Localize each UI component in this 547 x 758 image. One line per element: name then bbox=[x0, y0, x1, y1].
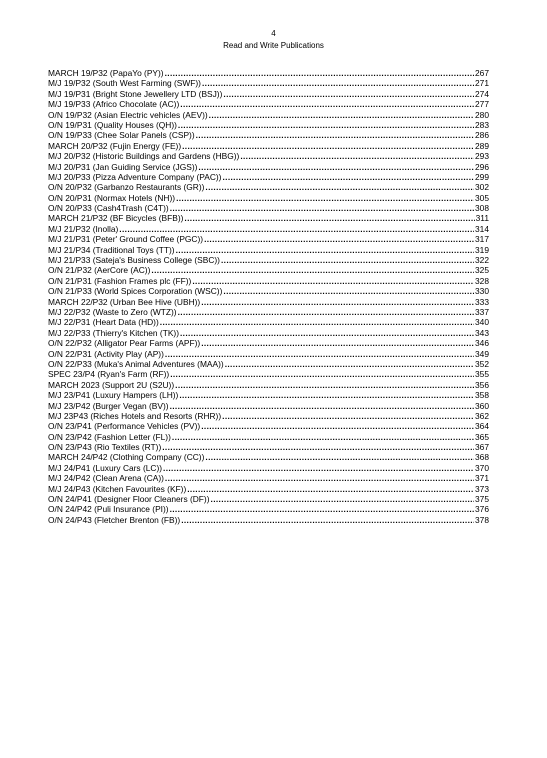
toc-dot-leader bbox=[222, 172, 474, 182]
toc-entry[interactable] bbox=[48, 265, 489, 275]
toc-entry[interactable] bbox=[48, 317, 489, 327]
toc-entry-page-number: 274 bbox=[475, 88, 489, 99]
toc-entry[interactable] bbox=[48, 99, 489, 109]
toc-entry-title: SPEC 23/P4 (Ryan's Farm (RF)) bbox=[48, 369, 170, 380]
toc-dot-leader bbox=[178, 307, 474, 317]
toc-entry-title: O/N 23/P41 (Performance Vehicles (PV)) bbox=[48, 421, 201, 432]
toc-entry-title: O/N 20/P31 (Normax Hotels (NH)) bbox=[48, 192, 176, 203]
toc-entry-page-number: 371 bbox=[475, 473, 489, 484]
toc-entry-title: MARCH 20/P32 (Fujin Energy (FE)) bbox=[48, 140, 182, 151]
toc-entry-title: M/J 20/P33 (Pizza Adventure Company (PAC)) bbox=[48, 171, 222, 182]
toc-dot-leader bbox=[176, 245, 474, 255]
toc-entry-page-number: 271 bbox=[475, 78, 489, 89]
toc-entry-title: MARCH 2023 (Support 2U (S2U)) bbox=[48, 379, 175, 390]
toc-entry[interactable] bbox=[48, 504, 489, 514]
toc-entry-page-number: 376 bbox=[475, 504, 489, 515]
toc-entry-title: O/N 21/P32 (AerCore (AC)) bbox=[48, 265, 151, 276]
toc-entry-page-number: 293 bbox=[475, 151, 489, 162]
toc-entry[interactable] bbox=[48, 172, 489, 182]
toc-entry[interactable] bbox=[48, 141, 489, 151]
toc-entry-title: O/N 21/P33 (World Spices Corporation (WSC)) bbox=[48, 286, 223, 297]
toc-entry-title: M/J 24/P43 (Kitchen Favourites (KF)) bbox=[48, 483, 187, 494]
toc-entry-title: O/N 19/P32 (Asian Electric vehicles (AEV)) bbox=[48, 109, 208, 120]
toc-entry-title: M/J 19/P32 (South West Farming (SWF)) bbox=[48, 78, 201, 89]
toc-entry-title: M/J 23P43 (Riches Hotels and Resorts (RHR)) bbox=[48, 410, 222, 421]
toc-entry-page-number: 289 bbox=[475, 140, 489, 151]
toc-entry-title: M/J 24/P42 (Clean Arena (CA)) bbox=[48, 473, 164, 484]
toc-entry[interactable] bbox=[48, 213, 489, 223]
toc-dot-leader bbox=[225, 359, 474, 369]
toc-entry-page-number: 346 bbox=[475, 338, 489, 349]
toc-entry-title: MARCH 24/P42 (Clothing Company (CC)) bbox=[48, 452, 205, 463]
toc-dot-leader bbox=[211, 494, 475, 504]
toc-entry-page-number: 299 bbox=[475, 171, 489, 182]
toc-entry-page-number: 370 bbox=[475, 462, 489, 473]
toc-entry[interactable] bbox=[48, 203, 489, 213]
toc-entry-page-number: 356 bbox=[475, 379, 489, 390]
toc-entry[interactable] bbox=[48, 328, 489, 338]
toc-entry[interactable] bbox=[48, 307, 489, 317]
toc-entry[interactable] bbox=[48, 245, 489, 255]
toc-entry-page-number: 317 bbox=[475, 234, 489, 245]
toc-entry[interactable] bbox=[48, 89, 489, 99]
toc-entry[interactable] bbox=[48, 182, 489, 192]
toc-dot-leader bbox=[165, 473, 474, 483]
toc-entry-page-number: 328 bbox=[475, 275, 489, 286]
toc-dot-leader bbox=[209, 110, 474, 120]
toc-entry[interactable] bbox=[48, 162, 489, 172]
toc-entry-page-number: 325 bbox=[475, 265, 489, 276]
toc-entry-title: O/N 24/P41 (Designer Floor Cleaners (DF)) bbox=[48, 494, 210, 505]
toc-entry[interactable] bbox=[48, 255, 489, 265]
toc-entry[interactable] bbox=[48, 78, 489, 88]
toc-dot-leader bbox=[198, 162, 474, 172]
toc-entry[interactable] bbox=[48, 390, 489, 400]
toc-dot-leader bbox=[179, 390, 474, 400]
toc-dot-leader bbox=[175, 380, 474, 390]
toc-entry-title: O/N 22/P33 (Muka's Animal Adventures (MAA)) bbox=[48, 358, 224, 369]
toc-entry-title: M/J 24/P41 (Luxury Cars (LC)) bbox=[48, 462, 163, 473]
publisher-name: Read and Write Publications bbox=[223, 41, 324, 50]
toc-entry-title: O/N 19/P31 (Quality Houses (QH)) bbox=[48, 119, 177, 130]
toc-dot-leader bbox=[204, 234, 474, 244]
toc-entry[interactable] bbox=[48, 276, 489, 286]
toc-entry[interactable] bbox=[48, 110, 489, 120]
toc-entry[interactable] bbox=[48, 359, 489, 369]
toc-entry[interactable] bbox=[48, 286, 489, 296]
toc-dot-leader bbox=[176, 193, 474, 203]
toc-entry-page-number: 362 bbox=[475, 410, 489, 421]
toc-entry-page-number: 340 bbox=[475, 317, 489, 328]
toc-dot-leader bbox=[202, 78, 474, 88]
toc-dot-leader bbox=[160, 317, 474, 327]
toc-dot-leader bbox=[223, 89, 474, 99]
toc-entry-page-number: 367 bbox=[475, 442, 489, 453]
toc-entry[interactable] bbox=[48, 151, 489, 161]
toc-entry-page-number: 330 bbox=[475, 286, 489, 297]
toc-dot-leader bbox=[119, 224, 474, 234]
toc-entry-page-number: 302 bbox=[475, 182, 489, 193]
toc-entry-page-number: 360 bbox=[475, 400, 489, 411]
toc-dot-leader bbox=[223, 286, 474, 296]
toc-dot-leader bbox=[205, 182, 474, 192]
toc-entry-page-number: 352 bbox=[475, 358, 489, 369]
toc-entry[interactable] bbox=[48, 494, 489, 504]
toc-dot-leader bbox=[192, 276, 474, 286]
toc-entry-title: M/J 20/P32 (Historic Buildings and Gardens (HBG)) bbox=[48, 151, 240, 162]
toc-entry[interactable] bbox=[48, 338, 489, 348]
toc-entry[interactable] bbox=[48, 484, 489, 494]
toc-entry-page-number: 280 bbox=[475, 109, 489, 120]
toc-entry[interactable] bbox=[48, 369, 489, 379]
toc-dot-leader bbox=[170, 203, 474, 213]
toc-entry-page-number: 333 bbox=[475, 296, 489, 307]
toc-dot-leader bbox=[196, 130, 474, 140]
toc-entry[interactable] bbox=[48, 432, 489, 442]
toc-entry-page-number: 365 bbox=[475, 431, 489, 442]
toc-entry-title: M/J 22/P32 (Waste to Zero (WTZ)) bbox=[48, 306, 177, 317]
toc-dot-leader bbox=[181, 515, 474, 525]
toc-entry[interactable] bbox=[48, 421, 489, 431]
toc-entry-page-number: 368 bbox=[475, 452, 489, 463]
toc-entry-title: M/J 23/P42 (Burger Vegan (BV)) bbox=[48, 400, 169, 411]
toc-entry-title: O/N 20/P32 (Garbanzo Restaurants (GR)) bbox=[48, 182, 205, 193]
toc-dot-leader bbox=[221, 255, 474, 265]
toc-entry-page-number: 283 bbox=[475, 119, 489, 130]
toc-entry-page-number: 308 bbox=[475, 203, 489, 214]
toc-entry-title: M/J 22/P33 (Thierry's Kitchen (TK)) bbox=[48, 327, 179, 338]
toc-entry-page-number: 267 bbox=[475, 68, 489, 78]
toc-entry-title: O/N 21/P31 (Fashion Frames plc (FF)) bbox=[48, 275, 192, 286]
toc-entry-title: M/J 21/P31 (Peter' Ground Coffee (PGC)) bbox=[48, 234, 204, 245]
toc-entry-title: O/N 22/P32 (Alligator Pear Farms (APF)) bbox=[48, 338, 201, 349]
toc-dot-leader bbox=[187, 484, 474, 494]
toc-dot-leader bbox=[178, 120, 474, 130]
toc-entry[interactable] bbox=[48, 411, 489, 421]
toc-entry-title: MARCH 21/P32 (BF Bicycles (BFB)) bbox=[48, 213, 184, 224]
toc-entry-page-number: 319 bbox=[475, 244, 489, 255]
table-of-contents bbox=[48, 68, 489, 525]
toc-entry-title: M/J 21/P34 (Traditional Toys (TT)) bbox=[48, 244, 175, 255]
toc-entry[interactable] bbox=[48, 515, 489, 525]
toc-entry-title: MARCH 19/P32 (PapaYo (PY)) bbox=[48, 68, 164, 78]
toc-entry-page-number: 373 bbox=[475, 483, 489, 494]
toc-entry-title: M/J 19/P33 (Africo Chocolate (AC)) bbox=[48, 99, 180, 110]
toc-entry-title: O/N 23/P43 (Rio Textiles (RT)) bbox=[48, 442, 162, 453]
toc-entry[interactable] bbox=[48, 463, 489, 473]
toc-entry-page-number: 355 bbox=[475, 369, 489, 380]
toc-entry[interactable] bbox=[48, 442, 489, 452]
toc-entry[interactable] bbox=[48, 224, 489, 234]
toc-entry-page-number: 296 bbox=[475, 161, 489, 172]
toc-entry[interactable] bbox=[48, 349, 489, 359]
toc-dot-leader bbox=[162, 442, 474, 452]
toc-dot-leader bbox=[163, 463, 474, 473]
toc-entry[interactable] bbox=[48, 297, 489, 307]
toc-entry[interactable] bbox=[48, 452, 489, 462]
toc-entry-title: O/N 20/P33 (Cash4Trash (C4T)) bbox=[48, 203, 169, 214]
toc-entry[interactable] bbox=[48, 401, 489, 411]
toc-dot-leader bbox=[201, 421, 474, 431]
toc-entry-title: O/N 24/P43 (Fletcher Brenton (FB)) bbox=[48, 514, 181, 525]
toc-entry[interactable] bbox=[48, 130, 489, 140]
toc-entry-title: O/N 22/P31 (Activity Play (AP)) bbox=[48, 348, 164, 359]
toc-entry-page-number: 364 bbox=[475, 421, 489, 432]
toc-entry[interactable] bbox=[48, 193, 489, 203]
toc-entry-page-number: 305 bbox=[475, 192, 489, 203]
toc-entry[interactable] bbox=[48, 473, 489, 483]
toc-entry-title: M/J 21/P33 (Sateja's Business College (SBC)) bbox=[48, 255, 220, 266]
toc-dot-leader bbox=[222, 411, 474, 421]
toc-dot-leader bbox=[165, 68, 474, 78]
toc-entry-title: M/J 19/P31 (Bright Stone Jewellery LTD (BSJ)) bbox=[48, 88, 223, 99]
toc-entry-page-number: 311 bbox=[475, 213, 489, 224]
toc-dot-leader bbox=[182, 141, 474, 151]
toc-dot-leader bbox=[151, 265, 474, 275]
toc-dot-leader bbox=[184, 213, 474, 223]
toc-entry-page-number: 343 bbox=[475, 327, 489, 338]
toc-entry-title: MARCH 22/P32 (Urban Bee Hive (UBH)) bbox=[48, 296, 201, 307]
toc-entry-page-number: 375 bbox=[475, 494, 489, 505]
toc-entry-title: O/N 24/P42 (Puli Insurance (PI)) bbox=[48, 504, 169, 515]
toc-entry-page-number: 314 bbox=[475, 223, 489, 234]
toc-dot-leader bbox=[180, 99, 474, 109]
toc-entry[interactable] bbox=[48, 120, 489, 130]
toc-dot-leader bbox=[201, 297, 474, 307]
toc-entry-title: M/J 20/P31 (Jan Guiding Service (JGS)) bbox=[48, 161, 198, 172]
toc-entry[interactable] bbox=[48, 68, 489, 78]
toc-entry-page-number: 378 bbox=[475, 514, 489, 525]
toc-entry-page-number: 358 bbox=[475, 390, 489, 401]
toc-dot-leader bbox=[240, 151, 474, 161]
toc-entry-title: O/N 19/P33 (Chee Solar Panels (CSP)) bbox=[48, 130, 195, 141]
toc-entry-title: O/N 23/P42 (Fashion Letter (FL)) bbox=[48, 431, 171, 442]
toc-entry[interactable] bbox=[48, 234, 489, 244]
toc-entry-title: M/J 21/P32 (Inolla) bbox=[48, 223, 119, 234]
toc-entry-page-number: 337 bbox=[475, 306, 489, 317]
toc-entry-page-number: 286 bbox=[475, 130, 489, 141]
page-number: 4 bbox=[271, 29, 276, 38]
toc-dot-leader bbox=[170, 369, 474, 379]
toc-entry-title: M/J 23/P41 (Luxury Hampers (LH)) bbox=[48, 390, 179, 401]
toc-dot-leader bbox=[205, 452, 474, 462]
toc-dot-leader bbox=[172, 432, 474, 442]
toc-dot-leader bbox=[170, 504, 474, 514]
toc-dot-leader bbox=[180, 328, 474, 338]
toc-entry[interactable] bbox=[48, 380, 489, 390]
toc-entry-page-number: 277 bbox=[475, 99, 489, 110]
toc-entry-page-number: 349 bbox=[475, 348, 489, 359]
toc-dot-leader bbox=[165, 349, 474, 359]
toc-dot-leader bbox=[201, 338, 474, 348]
toc-entry-page-number: 322 bbox=[475, 255, 489, 266]
toc-entry-title: M/J 22/P31 (Heart Data (HD)) bbox=[48, 317, 159, 328]
toc-dot-leader bbox=[170, 401, 474, 411]
